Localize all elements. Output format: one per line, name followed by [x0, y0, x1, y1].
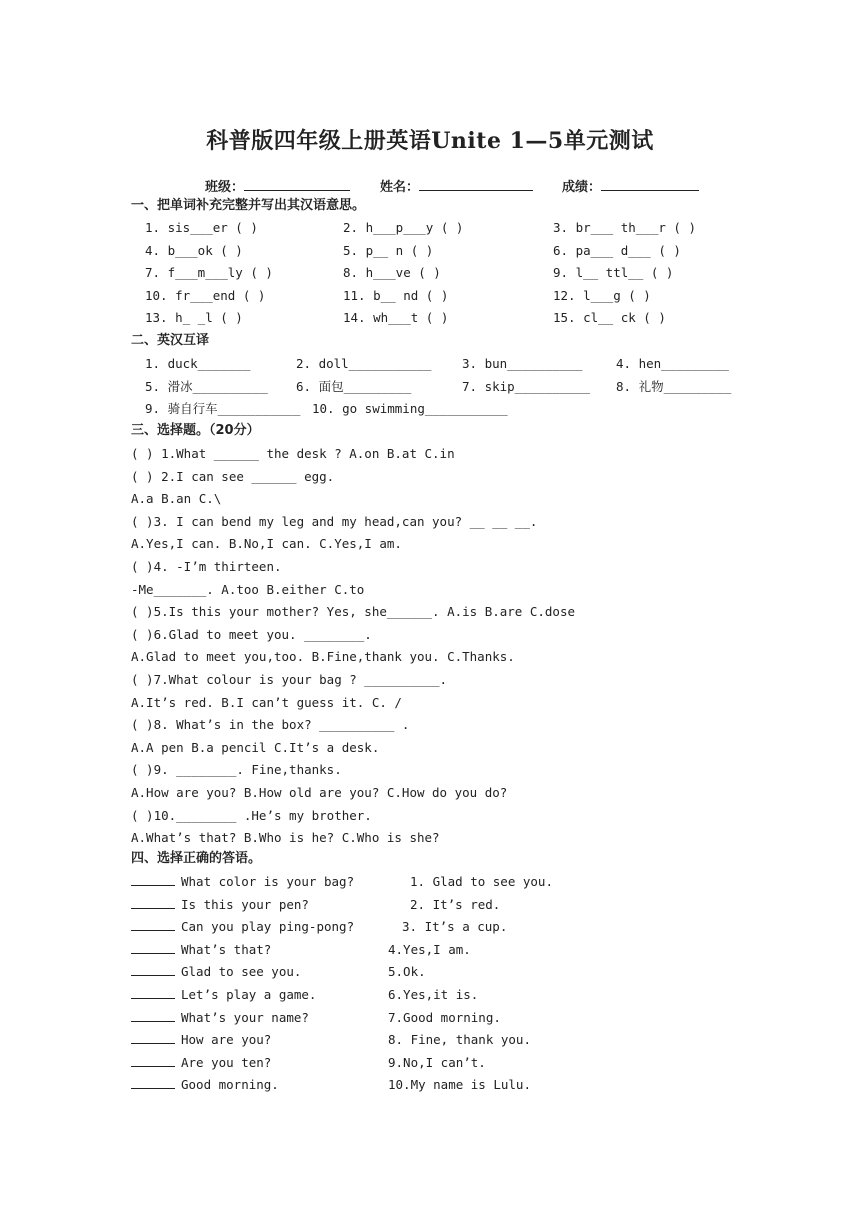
name-label: 姓名：: [380, 180, 420, 195]
question-text: What’s that?: [181, 941, 272, 957]
match-answer: 1. Glad to see you.: [410, 874, 553, 889]
word-completion-item: 13. h_ _l ( ): [145, 310, 243, 325]
answer-blank: [131, 897, 175, 909]
match-question: [131, 919, 354, 935]
choice-line: ( )7.What colour is your bag ? __________.: [131, 672, 448, 687]
answer-blank: [131, 987, 175, 999]
match-answer: 8. Fine, thank you.: [388, 1032, 531, 1048]
match-answer: 6.Yes,it is.: [388, 987, 479, 1002]
answer-blank: [131, 1077, 175, 1089]
answer-blank: [131, 1032, 175, 1044]
word-completion-item: 7. f___m___ly ( ): [145, 265, 273, 280]
translation-item: 9. 骑自行车___________: [145, 401, 301, 416]
match-question: [131, 1077, 279, 1093]
answer-blank: [131, 919, 175, 931]
translation-item: 6. 面包_________: [296, 378, 412, 394]
word-completion-item: 6. pa___ d___ ( ): [553, 242, 681, 258]
choice-line: A.How are you? B.How old are you? C.How do you do?: [131, 785, 508, 800]
question-text: Let’s play a game.: [181, 987, 317, 1002]
translation-item: 5. 滑冰__________: [145, 378, 268, 394]
choice-line: A.A pen B.a pencil C.It’s a desk.: [131, 739, 380, 755]
choice-line: A.What’s that? B.Who is he? C.Who is she?: [131, 830, 440, 846]
choice-line: ( ) 1.What ______ the desk ? A.on B.at C.in: [131, 446, 455, 461]
choice-line: ( )9. ________. Fine,thanks.: [131, 762, 342, 778]
choice-line: ( )10.________ .He’s my brother.: [131, 807, 372, 823]
word-completion-item: 12. l___g ( ): [553, 287, 651, 303]
choice-line: A.It’s red. B.I can’t guess it. C. /: [131, 694, 402, 710]
match-answer: 3. It’s a cup.: [402, 919, 508, 935]
answer-blank: [131, 964, 175, 976]
match-answer: 7.Good morning.: [388, 1009, 501, 1025]
section-2-heading: 二、英汉互译: [131, 333, 210, 348]
question-text: What color is your bag?: [181, 874, 355, 889]
name-field: [380, 176, 533, 195]
question-text: Are you ten?: [181, 1054, 272, 1070]
class-label: 班级：: [205, 180, 245, 195]
choice-line: ( )5.Is this your mother? Yes, she______. A.is B.are C.dose: [131, 604, 576, 620]
question-text: What’s your name?: [181, 1009, 309, 1025]
word-completion-item: 2. h___p___y ( ): [343, 220, 464, 235]
question-text: Is this your pen?: [181, 896, 309, 912]
class-blank: [244, 178, 350, 191]
match-answer: 9.No,I can’t.: [388, 1054, 486, 1070]
translation-item: 10. go swimming___________: [312, 401, 508, 416]
score-label: 成绩：: [562, 180, 602, 195]
choice-line: ( )6.Glad to meet you. ________.: [131, 626, 372, 642]
word-completion-item: 9. l__ ttl__ ( ): [553, 265, 674, 280]
name-blank: [419, 178, 533, 191]
word-completion-item: 15. cl__ ck ( ): [553, 310, 666, 325]
question-text: Good morning.: [181, 1077, 279, 1093]
answer-blank: [131, 942, 175, 954]
word-completion-item: 4. b___ok ( ): [145, 242, 243, 258]
translation-item: 8. 礼物_________: [616, 378, 732, 394]
match-question: [131, 942, 271, 958]
question-text: Glad to see you.: [181, 964, 302, 980]
word-completion-item: 10. fr___end ( ): [145, 287, 266, 303]
match-question: [131, 874, 354, 890]
score-blank: [601, 178, 699, 191]
match-question: [131, 897, 309, 913]
section-3-heading: 三、选择题。（20分）: [131, 423, 260, 438]
section-1-heading: 一、把单词补充完整并写出其汉语意思。: [131, 198, 366, 213]
translation-item: 4. hen_________: [616, 356, 729, 371]
match-question: [131, 1010, 309, 1026]
answer-blank: [131, 874, 175, 886]
match-answer: 5.Ok.: [388, 964, 426, 980]
word-completion-item: 1. sis___er ( ): [145, 220, 258, 235]
choice-line: ( )8. What’s in the box? __________ .: [131, 717, 410, 733]
score-field: [562, 176, 699, 195]
match-question: [131, 987, 316, 1003]
choice-line: ( )4. -I’m thirteen.: [131, 559, 282, 574]
class-field: [205, 176, 350, 195]
answer-blank: [131, 1055, 175, 1067]
word-completion-item: 11. b__ nd ( ): [343, 287, 449, 303]
match-question: [131, 1055, 271, 1071]
match-answer: 4.Yes,I am.: [388, 941, 471, 957]
choice-line: -Me_______. A.too B.either C.to: [131, 581, 365, 597]
translation-item: 1. duck_______: [145, 356, 251, 371]
choice-line: ( )3. I can bend my leg and my head,can you? __ __ __.: [131, 513, 538, 529]
word-completion-item: 3. br___ th___r ( ): [553, 220, 696, 235]
translation-item: 3. bun__________: [462, 356, 583, 371]
answer-blank: [131, 1010, 175, 1022]
page-title: 科普版四年级上册英语Unite 1—5单元测试: [206, 128, 654, 154]
question-text: Can you play ping-pong?: [181, 919, 355, 935]
match-answer: 2. It’s red.: [410, 896, 501, 912]
match-question: [131, 1032, 271, 1048]
choice-line: ( ) 2.I can see ______ egg.: [131, 468, 335, 484]
word-completion-item: 14. wh___t ( ): [343, 310, 449, 325]
word-completion-item: 8. h___ve ( ): [343, 265, 441, 280]
choice-line: A.Yes,I can. B.No,I can. C.Yes,I am.: [131, 536, 402, 552]
word-completion-item: 5. p__ n ( ): [343, 242, 434, 258]
choice-line: A.a B.an C.\: [131, 491, 222, 507]
choice-line: A.Glad to meet you,too. B.Fine,thank you. C.Thanks.: [131, 649, 515, 665]
question-text: How are you?: [181, 1032, 272, 1048]
section-4-heading: 四、选择正确的答语。: [131, 851, 262, 866]
match-question: [131, 964, 301, 980]
match-answer: 10.My name is Lulu.: [388, 1077, 531, 1093]
translation-item: 2. doll___________: [296, 356, 432, 371]
translation-item: 7. skip__________: [462, 378, 590, 394]
